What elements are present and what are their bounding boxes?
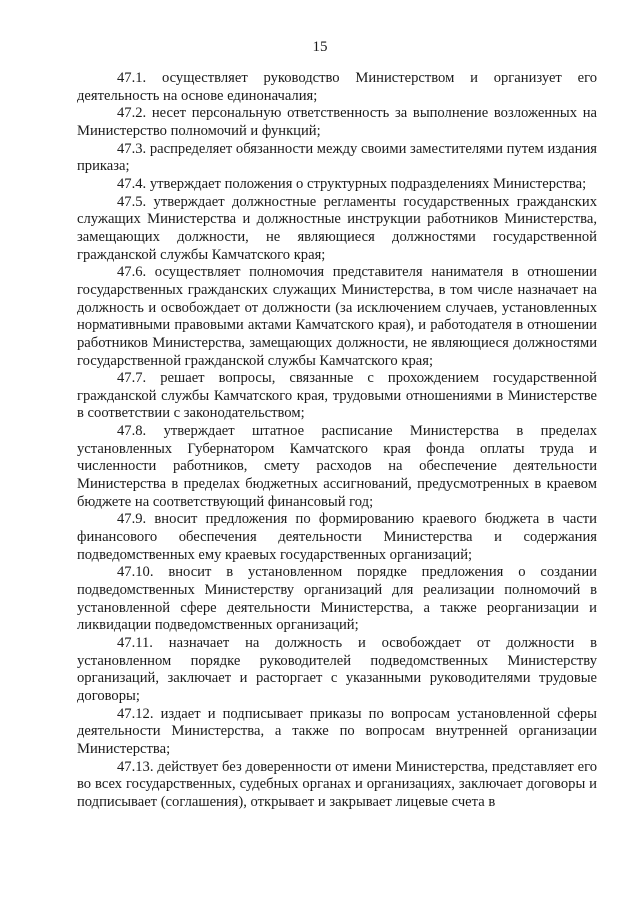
document-body	[77, 70, 597, 812]
paragraph-47-5: 47.5. утверждает должностные регламенты государственных гражданских служащих Министерства и должностные инструкции работников Министерства, замещающих должности, не являющиеся должностями государственной гражданской службы Камчатского края;	[77, 193, 597, 263]
paragraph-47-3: 47.3. распределяет обязанности между своими заместителями путем издания приказа;	[77, 140, 597, 175]
paragraph-47-9: 47.9. вносит предложения по формированию краевого бюджета в части финансового обеспечения деятельности Министерства и содержания подведомственных ему краевых государственных организаций;	[77, 511, 597, 563]
paragraph-47-12: 47.12. издает и подписывает приказы по вопросам установленной сферы деятельности Министерства, а также по вопросам внутренней организации Министерства;	[77, 705, 597, 757]
paragraph-47-7: 47.7. решает вопросы, связанные с прохождением государственной гражданской службы Камчатского края, трудовыми отношениями в Министерстве в соответствии с законодательством;	[77, 370, 597, 422]
paragraph-47-1: 47.1. осуществляет руководство Министерством и организует его деятельность на основе единоначалия;	[77, 70, 597, 104]
paragraph-47-4: 47.4. утверждает положения о структурных подразделениях Министерства;	[117, 175, 587, 192]
paragraph-47-8: 47.8. утверждает штатное расписание Министерства в пределах установленных Губернатором Камчатского края фонда оплаты труда и численности работников, смету расходов на обеспечение деятельности Министерства в пределах бюджетных ассигнований, предусмотренных в краевом бюджете на соответствующий финансовый год;	[77, 423, 597, 510]
page-number: 15	[312, 39, 328, 55]
paragraph-47-10: 47.10. вносит в установленном порядке предложения о создании подведомственных Министерству организаций для реализации полномочий в установленной сфере деятельности Министерства, а также реорганизации и ликвидации подведомственных организаций;	[77, 564, 597, 634]
paragraph-47-13: 47.13. действует без доверенности от имени Министерства, представляет его во всех государственных, судебных органах и организациях, заключает договоры и подписывает (соглашения), открывает и закрывает лицевые счета в	[77, 758, 597, 810]
paragraph-47-6: 47.6. осуществляет полномочия представителя нанимателя в отношении государственных гражданских служащих Министерства, в том числе назначает на должность и освобождает от должности (за исключением случаев, установленных нормативными правовыми актами Камчатского края), и работодателя в отношении работников Министерства, замещающих должности, не являющиеся должностями государственной гражданской службы Камчатского края;	[77, 264, 597, 369]
paragraph-47-2: 47.2. несет персональную ответственность за выполнение возложенных на Министерство полномочий и функций;	[77, 105, 597, 139]
paragraph-47-11: 47.11. назначает на должность и освобождает от должности в установленном порядке руководителей подведомственных Министерству организаций, заключает и расторгает с указанными руководителями трудовые договоры;	[77, 635, 597, 704]
